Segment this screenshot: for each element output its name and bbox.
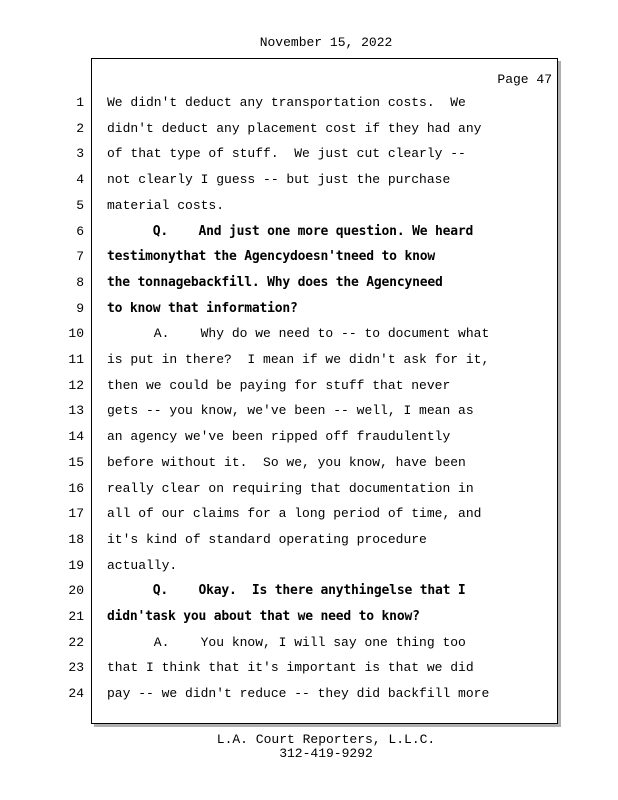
line-text: not clearly I guess -- but just the purchase: [107, 172, 451, 188]
transcript-line: [0, 270, 618, 296]
line-text: Q. And just one more question. We heard: [107, 223, 474, 239]
line-text: pay -- we didn't reduce -- they did backfill more: [107, 686, 490, 702]
line-text: A. You know, I will say one thing too: [107, 634, 466, 650]
transcript-line: [0, 604, 618, 630]
transcript-line: [0, 450, 618, 476]
line-number: 12: [68, 377, 84, 393]
line-text: testimonythat the Agencydoesn'tneed to know: [107, 249, 435, 265]
line-number: 14: [68, 429, 84, 445]
line-text: is put in there? I mean if we didn't ask for it,: [107, 352, 490, 367]
footer-phone: 312-419-9292: [279, 746, 373, 761]
transcript-line: [0, 141, 618, 167]
line-text: before without it. So we, you know, have been: [107, 454, 466, 470]
page-number: Page 47: [497, 72, 552, 87]
line-number: 19: [68, 557, 84, 573]
transcript-line: [0, 244, 618, 270]
line-number: 16: [68, 480, 84, 496]
line-number: 23: [68, 660, 84, 676]
line-text: an agency we've been ripped off fraudulently: [107, 429, 451, 445]
footer-company: L.A. Court Reporters, L.L.C.: [216, 732, 436, 747]
line-text: all of our claims for a long period of time, and: [107, 506, 482, 522]
transcript-line: [0, 347, 618, 373]
line-number: 11: [68, 352, 84, 367]
line-number: 15: [68, 454, 84, 470]
line-text: We didn't deduct any transportation costs. We: [107, 95, 466, 110]
line-number: 17: [68, 506, 84, 522]
line-text: gets -- you know, we've been -- well, I mean as: [107, 403, 474, 419]
transcript-line: [0, 90, 618, 116]
transcript-line: [0, 398, 618, 424]
line-number: 24: [68, 686, 84, 702]
line-text: actually.: [107, 557, 178, 573]
line-number: 20: [68, 583, 84, 599]
transcript-line: [0, 424, 618, 450]
line-number: 18: [68, 531, 84, 547]
line-text: of that type of stuff. We just cut clearly --: [107, 146, 466, 162]
transcript-line: [0, 321, 618, 347]
line-number: 8: [76, 274, 84, 290]
line-number: 21: [68, 609, 84, 624]
line-text: A. Why do we need to -- to document what: [107, 326, 490, 342]
transcript-line: [0, 501, 618, 527]
line-number: 7: [76, 249, 84, 265]
transcript-line: [0, 630, 618, 656]
line-number: 6: [76, 223, 84, 239]
line-text: Q. Okay. Is there anythingelse that I: [107, 583, 466, 599]
transcript-line: [0, 296, 618, 322]
line-number: 5: [76, 197, 84, 213]
transcript-line: [0, 219, 618, 245]
transcript-line: [0, 681, 618, 707]
line-number: 10: [68, 326, 84, 342]
line-number: 2: [76, 120, 84, 136]
line-text: that I think that it's important is that we did: [107, 660, 474, 676]
transcript-line: [0, 553, 618, 579]
transcript-line: [0, 578, 618, 604]
transcript-line: [0, 476, 618, 502]
transcript-date: November 15, 2022: [259, 35, 393, 50]
line-text: didn't deduct any placement cost if they had any: [107, 120, 482, 136]
line-number: 1: [76, 95, 84, 110]
line-number: 9: [76, 300, 84, 316]
line-text: material costs.: [107, 197, 225, 213]
line-text: really clear on requiring that documentation in: [107, 480, 474, 496]
line-text: didn'task you about that we need to know?: [107, 609, 420, 624]
line-text: to know that information?: [107, 300, 298, 316]
transcript-line: [0, 373, 618, 399]
line-text: the tonnagebackfill. Why does the Agencyneed: [107, 274, 443, 290]
line-number: 4: [76, 172, 84, 188]
transcript-line: [0, 193, 618, 219]
transcript-line: [0, 527, 618, 553]
line-text: then we could be paying for stuff that never: [107, 377, 451, 393]
transcript-line: [0, 167, 618, 193]
line-number: 3: [76, 146, 84, 162]
transcript-line: [0, 116, 618, 142]
line-text: it's kind of standard operating procedure: [107, 531, 427, 547]
line-number: 22: [68, 634, 84, 650]
footer: [0, 733, 618, 761]
line-number: 13: [68, 403, 84, 419]
transcript-line: [0, 655, 618, 681]
